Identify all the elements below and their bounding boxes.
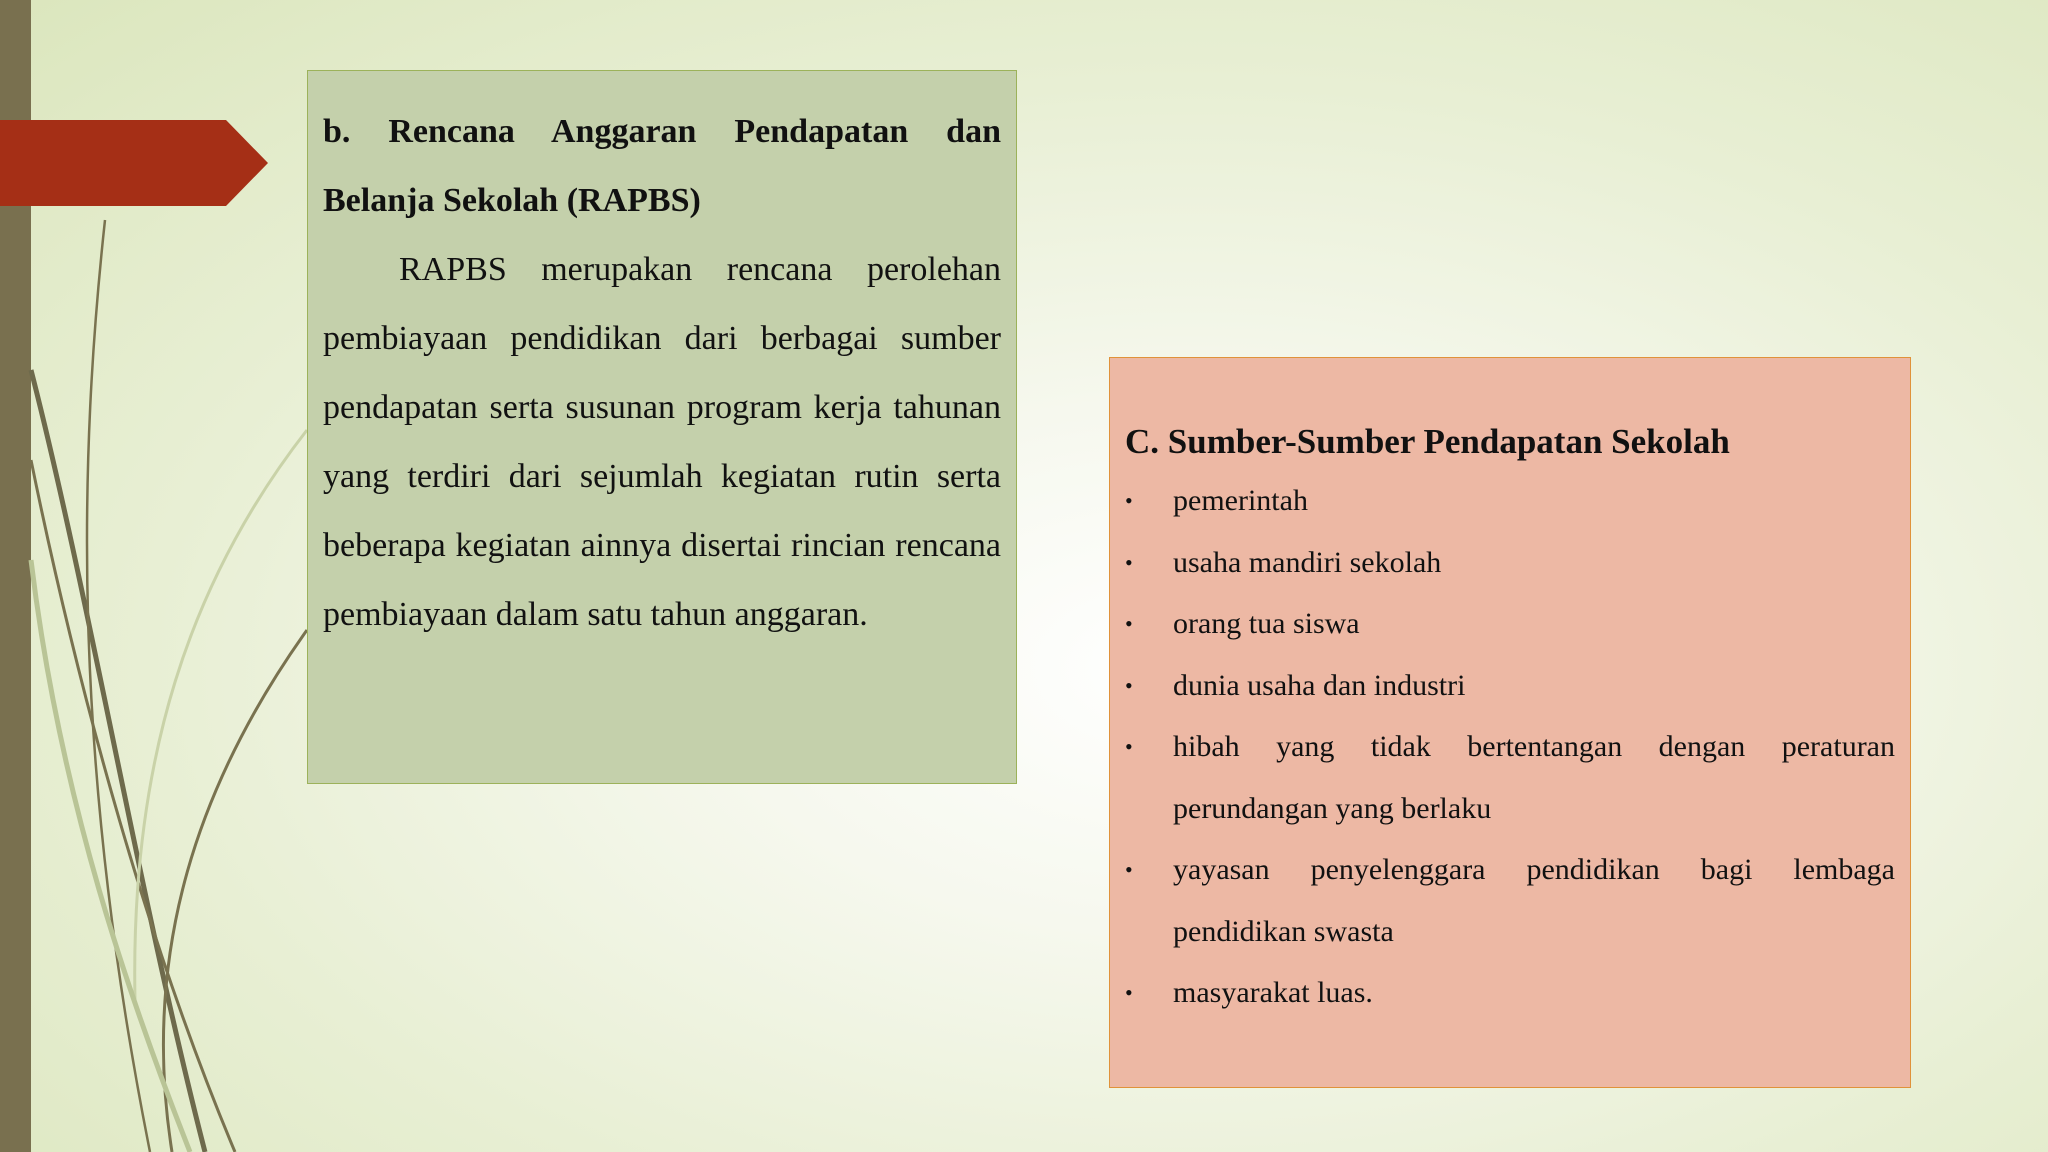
rapbs-body: RAPBS merupakan rencana perolehan pembiayaan pendidikan dari berbagai sumber pendapatan serta susunan program kerja tahunan yang terdiri dari sejumlah kegiatan rutin serta beberapa kegiatan ainnya disertai rincian rencana pembiayaan dalam satu tahun anggaran. [323, 251, 1001, 633]
bullet-icon: • [1125, 857, 1133, 882]
bullet-icon: • [1125, 488, 1133, 513]
income-sources-box [1109, 357, 1911, 1088]
list-item: • masyarakat luas. [1125, 962, 1895, 1024]
bullet-icon: • [1125, 672, 1133, 698]
swoosh-line [31, 370, 205, 1152]
list-item: • usaha mandiri sekolah [1125, 532, 1895, 594]
rapbs-heading: b. Rencana Anggaran Pendapatan dan Belanja Sekolah (RAPBS) [323, 113, 1001, 219]
swoosh-line [135, 430, 307, 1000]
bullet-icon: • [1125, 611, 1133, 636]
bullet-icon: • [1125, 980, 1133, 1005]
income-sources-heading: C. Sumber-Sumber Pendapatan Sekolah [1125, 422, 1730, 461]
list-item: • pemerintah [1125, 470, 1895, 532]
bullet-icon: • [1125, 734, 1133, 759]
bullet-icon: • [1125, 549, 1133, 575]
list-item: • orang tua siswa [1125, 593, 1895, 655]
income-sources-list [1125, 470, 1895, 1024]
list-item: • dunia usaha dan industri [1125, 655, 1895, 717]
red-arrow-tab [0, 120, 268, 206]
rapbs-text-box [307, 70, 1017, 784]
swoosh-line [31, 560, 190, 1152]
swoosh-line [31, 460, 235, 1152]
list-item: • hibah yang tidak bertentangan dengan peraturan perundangan yang berlaku [1125, 716, 1895, 839]
list-item: • yayasan penyelenggara pendidikan bagi lembaga pendidikan swasta [1125, 839, 1895, 962]
